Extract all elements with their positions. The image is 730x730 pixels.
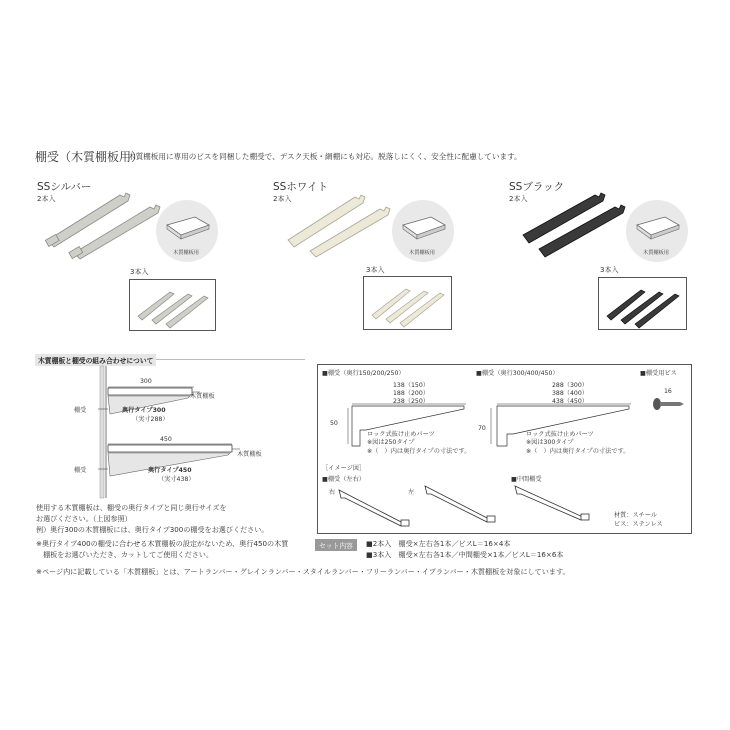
image-drawings xyxy=(335,480,615,530)
set-line-2: ■3本入 棚受×左右各1本／中間棚受×1本／ビスL＝16×6本 xyxy=(366,550,564,559)
image-sub-left: ■棚受（左右） xyxy=(322,476,365,483)
left-bracket-title: ■棚受（奥行150/200/250） xyxy=(322,370,405,377)
left-note: ※（ ）内は奥行タイプの寸法です。 xyxy=(367,448,471,455)
screw-length: 16 xyxy=(664,388,672,395)
combo-section-heading xyxy=(35,348,305,365)
left-dim: 138（150） xyxy=(393,382,429,389)
left-note: ロック式抜け止めパーツ xyxy=(367,431,435,438)
screw-icon xyxy=(652,396,684,412)
bracket-set-image xyxy=(364,277,451,329)
board-label: 木質棚板用 xyxy=(643,250,669,256)
set-image-frame xyxy=(363,276,452,330)
product-name: SSブラック xyxy=(509,181,565,193)
right-note: ロック式抜け止めパーツ xyxy=(526,431,594,438)
set-count: 3本入 xyxy=(130,268,149,276)
footer-note: ※ページ内に記載している「木質棚板」とは、アートランバー・グレインランバー・スタイルランバー・フリーランバー・イブランバー・木質棚板を対象にしています。 xyxy=(36,567,570,576)
lower-width: 450 xyxy=(160,436,172,443)
note-line: 棚板をお選びいただき、カットしてご使用ください。 xyxy=(36,550,213,559)
set-image-frame xyxy=(598,277,687,330)
pair-count: 2本入 xyxy=(509,195,528,203)
right-dim: 438（450） xyxy=(552,398,588,405)
board-icon xyxy=(401,215,447,243)
lower-bracket-label: 棚受 xyxy=(74,467,87,474)
note-line: ※奥行タイプ400の棚受に合わせる木質棚板の設定がないため、奥行450の木質 xyxy=(36,539,289,548)
note-line: お選びください。（上図参照） xyxy=(36,514,132,523)
note-line: 例）奥行300の木質棚板には、奥行タイプ300の棚受をお選びください。 xyxy=(36,525,269,534)
lower-type: 奥行タイプ450 xyxy=(148,467,192,474)
board-icon xyxy=(165,215,211,243)
set-count: 3本入 xyxy=(600,266,619,274)
set-line-1: ■2本入 棚受×左右各1本／ビスL＝16×4本 xyxy=(366,539,511,548)
product-name: SSシルバー xyxy=(37,181,92,193)
bracket-pair-image xyxy=(280,185,395,260)
board-label: 木質棚板用 xyxy=(173,250,199,256)
page-description: 木質棚板用に専用のビスを同梱した棚受で、デスク天板・網棚にも対応。脱落しにくく、安全性に配慮しています。 xyxy=(128,152,522,161)
upper-width: 300 xyxy=(140,378,152,385)
combo-heading-text: 木質棚板と棚受の組み合わせについて xyxy=(35,354,156,366)
set-image-frame xyxy=(129,279,216,331)
bracket-pair-image xyxy=(40,185,165,260)
right-dim: 388（400） xyxy=(552,390,588,397)
page-title: 棚受（木質棚板用） xyxy=(35,150,144,164)
label-right: 右 xyxy=(329,489,336,496)
left-note: ※図は250タイプ xyxy=(367,439,415,446)
right-bracket-title: ■棚受（奥行300/400/450） xyxy=(476,370,559,377)
upper-board-label: 木質棚板 xyxy=(190,393,215,400)
board-icon xyxy=(635,215,681,243)
material-1: 材質：スチール xyxy=(614,512,658,519)
upper-actual: （実寸288） xyxy=(132,416,169,423)
bracket-pair-image xyxy=(515,185,630,260)
left-dim: 238（250） xyxy=(393,398,429,405)
right-note: ※図は300タイプ xyxy=(526,439,574,446)
pair-count: 2本入 xyxy=(37,195,56,203)
label-left: 左 xyxy=(408,489,415,496)
right-height: 70 xyxy=(478,425,486,432)
material-2: ビス：ステンレス xyxy=(614,521,663,528)
set-label: セット内容 xyxy=(315,539,357,551)
image-title: ［イメージ図］ xyxy=(322,465,366,472)
screw-title: ■棚受用ビス xyxy=(640,370,677,377)
right-note: ※（ ）内は奥行タイプの寸法です。 xyxy=(526,448,630,455)
left-height: 50 xyxy=(330,420,338,427)
lower-board-label: 木質棚板 xyxy=(237,451,262,458)
right-dim: 288（300） xyxy=(552,382,588,389)
bracket-set-image xyxy=(130,280,215,330)
board-label: 木質棚板用 xyxy=(409,250,435,256)
image-sub-mid: ■中間棚受 xyxy=(511,476,542,483)
product-name: SSホワイト xyxy=(273,181,329,193)
lower-actual: （実寸438） xyxy=(158,476,195,483)
pair-count: 2本入 xyxy=(273,195,292,203)
note-line: 使用する木質棚板は、棚受の奥行タイプと同じ奥行サイズを xyxy=(36,503,227,512)
left-dim: 188（200） xyxy=(393,390,429,397)
upper-type: 奥行タイプ300 xyxy=(122,407,166,414)
upper-bracket-label: 棚受 xyxy=(74,407,87,414)
set-count: 3本入 xyxy=(366,266,385,274)
bracket-set-image xyxy=(599,278,686,329)
